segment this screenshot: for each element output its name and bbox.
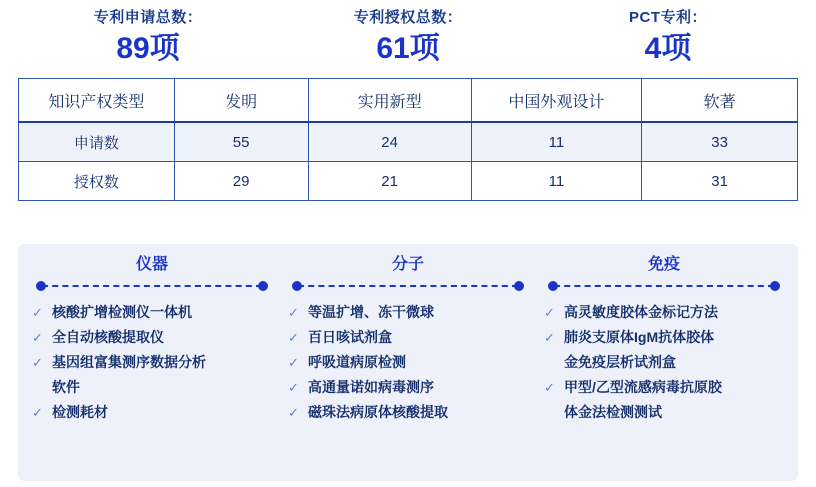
divider-dashed bbox=[292, 280, 524, 292]
list-item bbox=[288, 400, 530, 425]
stat-label: PCT专利： bbox=[628, 9, 707, 26]
check-icon: ✓ bbox=[288, 405, 299, 420]
category-title: 分子 bbox=[391, 256, 424, 273]
list-item bbox=[32, 325, 274, 350]
list-item-label: 基因组富集测序数据分析 bbox=[52, 354, 206, 370]
category-item-list bbox=[30, 300, 274, 425]
stat-pct-patents bbox=[538, 8, 798, 68]
list-item-label: 等温扩增、冻干微球 bbox=[308, 304, 434, 320]
divider-bar bbox=[554, 285, 774, 287]
patent-table bbox=[18, 78, 798, 201]
table-header-cell: 知识产权类型 bbox=[19, 79, 175, 123]
list-item-label: 检测耗材 bbox=[52, 404, 108, 420]
list-item bbox=[544, 375, 786, 400]
divider-bar bbox=[42, 285, 262, 287]
check-icon: ✓ bbox=[288, 305, 299, 320]
table-row bbox=[19, 122, 798, 162]
table-cell: 11 bbox=[471, 162, 642, 201]
list-item bbox=[32, 350, 274, 375]
divider-dot-right bbox=[770, 281, 780, 291]
divider-dot-left bbox=[36, 281, 46, 291]
table-cell: 21 bbox=[308, 162, 471, 201]
check-icon: ✓ bbox=[544, 380, 555, 395]
divider-dot-right bbox=[514, 281, 524, 291]
table-header-cell: 发明 bbox=[174, 79, 308, 123]
stat-label: 专利授权总数： bbox=[353, 9, 463, 26]
divider-bar bbox=[298, 285, 518, 287]
list-item bbox=[32, 300, 274, 325]
category-item-list bbox=[542, 300, 786, 425]
list-item-label: 肺炎支原体IgM抗体胶体 bbox=[564, 329, 715, 345]
list-item-label: 磁珠法病原体核酸提取 bbox=[308, 404, 448, 420]
row-label: 申请数 bbox=[19, 122, 175, 162]
list-item bbox=[288, 325, 530, 350]
category-title: 免疫 bbox=[647, 256, 680, 273]
table-header-row bbox=[19, 79, 798, 123]
list-item-label: 呼吸道病原检测 bbox=[308, 354, 406, 370]
divider-dashed bbox=[548, 280, 780, 292]
stat-value: 89项 bbox=[116, 32, 180, 65]
list-item bbox=[288, 375, 530, 400]
check-icon: ✓ bbox=[32, 305, 43, 320]
table-cell: 33 bbox=[642, 122, 798, 162]
check-icon: ✓ bbox=[32, 330, 43, 345]
check-icon: ✓ bbox=[544, 330, 555, 345]
list-item bbox=[288, 350, 530, 375]
stats-row bbox=[0, 0, 816, 68]
category-title: 仪器 bbox=[135, 256, 168, 273]
divider-dot-right bbox=[258, 281, 268, 291]
divider-dot-left bbox=[292, 281, 302, 291]
check-icon: ✓ bbox=[544, 305, 555, 320]
list-item-label: 高灵敏度胶体金标记方法 bbox=[564, 304, 718, 320]
list-item-label: 核酸扩增检测仪一体机 bbox=[52, 304, 192, 320]
table-row bbox=[19, 162, 798, 201]
check-icon: ✓ bbox=[32, 355, 43, 370]
check-icon: ✓ bbox=[288, 330, 299, 345]
category-column-immunology bbox=[536, 254, 792, 473]
stat-value: 4项 bbox=[644, 32, 692, 65]
list-item-label: 甲型/乙型流感病毒抗原胶 bbox=[564, 379, 722, 395]
divider-dot-left bbox=[548, 281, 558, 291]
table-header-cell: 中国外观设计 bbox=[471, 79, 642, 123]
list-item-label: 金免疫层析试剂盒 bbox=[564, 354, 676, 370]
table-cell: 24 bbox=[308, 122, 471, 162]
list-item bbox=[544, 300, 786, 325]
patent-table-wrapper bbox=[18, 78, 798, 201]
list-item-label: 软件 bbox=[52, 379, 80, 395]
table-cell: 31 bbox=[642, 162, 798, 201]
table-cell: 29 bbox=[174, 162, 308, 201]
list-item-continuation bbox=[32, 375, 274, 400]
category-column-molecular bbox=[280, 254, 536, 473]
list-item-continuation bbox=[544, 400, 786, 425]
table-cell: 55 bbox=[174, 122, 308, 162]
list-item-label: 体金法检测测试 bbox=[564, 404, 662, 420]
list-item bbox=[32, 400, 274, 425]
divider-dashed bbox=[36, 280, 268, 292]
table-header-cell: 实用新型 bbox=[308, 79, 471, 123]
category-panel bbox=[18, 244, 798, 481]
stat-label: 专利申请总数： bbox=[93, 9, 203, 26]
stat-total-grants bbox=[278, 8, 538, 68]
list-item-label: 高通量诺如病毒测序 bbox=[308, 379, 434, 395]
check-icon: ✓ bbox=[32, 405, 43, 420]
check-icon: ✓ bbox=[288, 380, 299, 395]
list-item bbox=[544, 325, 786, 350]
list-item bbox=[288, 300, 530, 325]
stat-total-applications bbox=[18, 8, 278, 68]
stat-value: 61项 bbox=[376, 32, 440, 65]
table-header-cell: 软著 bbox=[642, 79, 798, 123]
list-item-label: 全自动核酸提取仪 bbox=[52, 329, 164, 345]
table-cell: 11 bbox=[471, 122, 642, 162]
check-icon: ✓ bbox=[288, 355, 299, 370]
list-item-label: 百日咳试剂盒 bbox=[308, 329, 392, 345]
category-column-instruments bbox=[24, 254, 280, 473]
category-item-list bbox=[286, 300, 530, 425]
list-item-continuation bbox=[544, 350, 786, 375]
row-label: 授权数 bbox=[19, 162, 175, 201]
